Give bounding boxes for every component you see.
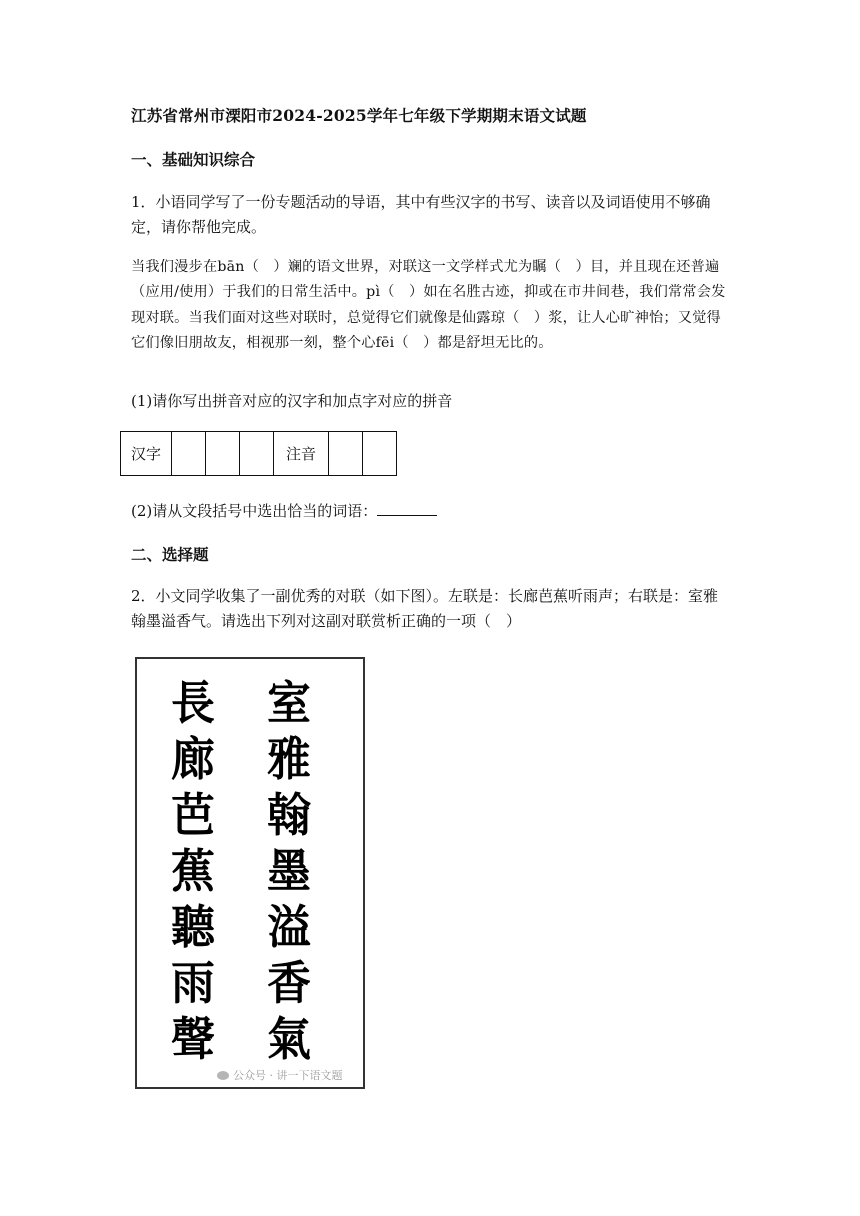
- couplet-char: 溢: [267, 900, 311, 954]
- page-title: 江苏省常州市溧阳市2024-2025学年七年级下学期期末语文试题: [131, 106, 587, 125]
- answer-table: [120, 431, 397, 476]
- couplet-char: 蕉: [171, 844, 215, 898]
- wechat-icon: [217, 1071, 229, 1080]
- question-1-sub-2-text: (2)请从文段括号中选出恰当的词语：: [131, 502, 378, 520]
- couplet-char: 翰: [267, 788, 311, 842]
- couplet-char: 香: [267, 956, 311, 1010]
- question-1-stem: 1．小语同学写了一份专题活动的导语，其中有些汉字的书写、读音以及词语使用不够确定，请你帮他完成。: [131, 193, 711, 236]
- couplet-char: 芭: [171, 788, 215, 842]
- couplet-char: 聽: [171, 900, 215, 954]
- couplet-image: [135, 657, 365, 1089]
- couplet-left-column: [161, 675, 225, 1067]
- question-1-sub-1: (1)请你写出拼音对应的汉字和加点字对应的拼音: [131, 392, 453, 410]
- hanzi-answer-cell[interactable]: [206, 432, 240, 476]
- hanzi-label-cell: 汉字: [121, 432, 172, 476]
- couplet-char: 聲: [171, 1012, 215, 1066]
- couplet-char: 雅: [267, 732, 311, 786]
- hanzi-answer-cell[interactable]: [172, 432, 206, 476]
- watermark-text: 公众号 · 讲一下语文题: [233, 1069, 343, 1082]
- answer-blank[interactable]: [377, 501, 437, 516]
- pinyin-answer-cell[interactable]: [363, 432, 397, 476]
- watermark: [217, 1067, 343, 1083]
- couplet-right-column: [257, 675, 321, 1067]
- hanzi-answer-cell[interactable]: [240, 432, 274, 476]
- section-heading-basic-knowledge: 一、基础知识综合: [131, 150, 256, 169]
- question-1-passage: 当我们漫步在bān（ ）斓的语文世界，对联这一文学样式尤为瞩（ ）目，并且现在还普遍（应用/使用）于我们的日常生活中。pì（ ）如在名胜古迹，抑或在市井间巷，我们常常会发现对联。当我们面对这些对联时，总觉得它们就像是仙露琼（ ）浆，让人心旷神怡；又觉得它们像旧朋故友，相视那一刻，整个心fēi（ ）都是舒坦无比的。: [131, 259, 726, 351]
- question-2-stem: 2．小文同学收集了一副优秀的对联（如下图）。左联是：长廊芭蕉听雨声；右联是：室雅翰墨溢香气。请选出下列对这副对联赏析正确的一项（ ）: [131, 587, 719, 630]
- couplet-char: 雨: [171, 956, 215, 1010]
- question-1-sub-2: [131, 500, 437, 521]
- couplet-char: 廊: [171, 732, 215, 786]
- couplet-char: 室: [267, 676, 311, 730]
- couplet-char: 長: [171, 676, 215, 730]
- section-heading-multiple-choice: 二、选择题: [131, 545, 209, 564]
- couplet-char: 氣: [267, 1012, 311, 1066]
- pinyin-label-cell: 注音: [274, 432, 329, 476]
- pinyin-answer-cell[interactable]: [329, 432, 363, 476]
- couplet-char: 墨: [267, 844, 311, 898]
